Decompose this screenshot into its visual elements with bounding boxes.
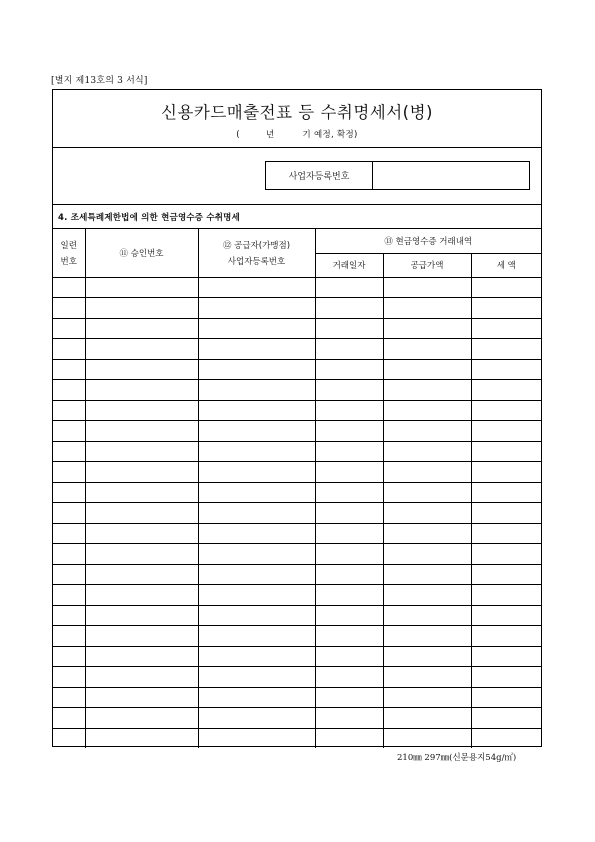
cell-approval[interactable]: [85, 728, 198, 748]
paper-spec-footer: 210㎜ 297㎜(신문용지54g/㎡): [397, 753, 517, 763]
cell-supply-amount[interactable]: [383, 605, 471, 626]
cell-date[interactable]: [315, 400, 383, 421]
cell-tax[interactable]: [471, 462, 541, 483]
cell-supply-amount[interactable]: [383, 421, 471, 442]
registration-value-field[interactable]: [373, 162, 529, 189]
cell-date[interactable]: [315, 503, 383, 524]
cell-serial[interactable]: [53, 318, 85, 339]
registration-box: [265, 161, 530, 190]
table-row: [53, 667, 541, 688]
cell-approval[interactable]: [85, 626, 198, 647]
cell-approval[interactable]: [85, 605, 198, 626]
cell-tax[interactable]: [471, 605, 541, 626]
cell-supplier-reg[interactable]: [198, 318, 315, 339]
cell-date[interactable]: [315, 667, 383, 688]
table-row: [53, 462, 541, 483]
cell-date[interactable]: [315, 421, 383, 442]
cell-supply-amount[interactable]: [383, 462, 471, 483]
table-row: [53, 564, 541, 585]
cell-approval[interactable]: [85, 544, 198, 565]
cell-approval[interactable]: [85, 359, 198, 380]
cell-supplier-reg[interactable]: [198, 503, 315, 524]
cell-tax[interactable]: [471, 441, 541, 462]
col-approval-header: ⑪ 승인번호: [85, 229, 198, 277]
cell-serial[interactable]: [53, 441, 85, 462]
cell-supplier-reg[interactable]: [198, 687, 315, 708]
table-row: [53, 605, 541, 626]
cell-approval[interactable]: [85, 564, 198, 585]
cell-approval[interactable]: [85, 503, 198, 524]
cell-tax[interactable]: [471, 667, 541, 688]
cell-tax[interactable]: [471, 277, 541, 298]
cell-approval[interactable]: [85, 421, 198, 442]
cell-date[interactable]: [315, 359, 383, 380]
cell-tax[interactable]: [471, 728, 541, 748]
cell-supplier-reg[interactable]: [198, 462, 315, 483]
cell-serial[interactable]: [53, 482, 85, 503]
cell-supply-amount[interactable]: [383, 277, 471, 298]
cell-supplier-reg[interactable]: [198, 523, 315, 544]
cell-serial[interactable]: [53, 359, 85, 380]
cell-supplier-reg[interactable]: [198, 421, 315, 442]
registration-label: 사업자등록번호: [266, 162, 373, 189]
cell-supplier-reg[interactable]: [198, 605, 315, 626]
cell-serial[interactable]: [53, 605, 85, 626]
cell-supply-amount[interactable]: [383, 503, 471, 524]
cell-date[interactable]: [315, 626, 383, 647]
cell-supply-amount[interactable]: [383, 318, 471, 339]
cell-serial[interactable]: [53, 728, 85, 748]
cell-supply-amount[interactable]: [383, 708, 471, 729]
cell-tax[interactable]: [471, 585, 541, 606]
col-supplier-header: [198, 229, 315, 277]
table-row: [53, 318, 541, 339]
cell-supplier-reg[interactable]: [198, 339, 315, 360]
table-row: [53, 359, 541, 380]
cell-tax[interactable]: [471, 380, 541, 401]
cell-tax[interactable]: [471, 339, 541, 360]
title-area: [53, 90, 541, 148]
cell-serial[interactable]: [53, 400, 85, 421]
cell-supply-amount[interactable]: [383, 728, 471, 748]
table-row: [53, 544, 541, 565]
cell-supply-amount[interactable]: [383, 339, 471, 360]
cell-supplier-reg[interactable]: [198, 441, 315, 462]
cell-supplier-reg[interactable]: [198, 708, 315, 729]
cell-date[interactable]: [315, 728, 383, 748]
cell-serial[interactable]: [53, 667, 85, 688]
table-row: [53, 339, 541, 360]
cell-supplier-reg[interactable]: [198, 667, 315, 688]
cell-supplier-reg[interactable]: [198, 626, 315, 647]
cell-tax[interactable]: [471, 646, 541, 667]
cell-serial[interactable]: [53, 708, 85, 729]
cell-date[interactable]: [315, 441, 383, 462]
subtitle-period: 기 예정, 확정): [302, 130, 358, 140]
cell-serial[interactable]: [53, 380, 85, 401]
cell-serial[interactable]: [53, 544, 85, 565]
col-serial-line1: 일련: [60, 240, 77, 251]
table-body: [53, 277, 541, 748]
table-row: [53, 687, 541, 708]
cell-tax[interactable]: [471, 421, 541, 442]
cell-tax[interactable]: [471, 400, 541, 421]
cell-tax[interactable]: [471, 708, 541, 729]
cell-serial[interactable]: [53, 277, 85, 298]
cell-supply-amount[interactable]: [383, 380, 471, 401]
table-row: [53, 400, 541, 421]
table-row: [53, 277, 541, 298]
cell-supplier-reg[interactable]: [198, 400, 315, 421]
section-title: 4. 조세특례제한법에 의한 현금영수증 수취명세: [53, 205, 541, 229]
subtitle-year: 년: [265, 130, 275, 140]
cell-date[interactable]: [315, 462, 383, 483]
cell-supply-amount[interactable]: [383, 544, 471, 565]
cell-serial[interactable]: [53, 646, 85, 667]
table-row: [53, 503, 541, 524]
subtitle-open: (: [236, 130, 240, 140]
cell-supply-amount[interactable]: [383, 585, 471, 606]
cell-date[interactable]: [315, 544, 383, 565]
cell-serial[interactable]: [53, 564, 85, 585]
cell-approval[interactable]: [85, 687, 198, 708]
cell-approval[interactable]: [85, 318, 198, 339]
cell-approval[interactable]: [85, 667, 198, 688]
cell-supplier-reg[interactable]: [198, 646, 315, 667]
cell-date[interactable]: [315, 646, 383, 667]
cell-serial[interactable]: [53, 523, 85, 544]
cell-date[interactable]: [315, 605, 383, 626]
cell-approval[interactable]: [85, 400, 198, 421]
cell-supply-amount[interactable]: [383, 400, 471, 421]
receipt-table: [53, 229, 541, 748]
cell-approval[interactable]: [85, 380, 198, 401]
cell-tax[interactable]: [471, 523, 541, 544]
table-row: [53, 482, 541, 503]
cell-supply-amount[interactable]: [383, 441, 471, 462]
table-row: [53, 626, 541, 647]
cell-date[interactable]: [315, 585, 383, 606]
cell-supply-amount[interactable]: [383, 359, 471, 380]
table-row: [53, 441, 541, 462]
cell-approval[interactable]: [85, 277, 198, 298]
table-row: [53, 728, 541, 748]
cell-tax[interactable]: [471, 626, 541, 647]
cell-supply-amount[interactable]: [383, 564, 471, 585]
cell-date[interactable]: [315, 380, 383, 401]
cell-approval[interactable]: [85, 339, 198, 360]
cell-serial[interactable]: [53, 421, 85, 442]
table-row: [53, 646, 541, 667]
cell-supplier-reg[interactable]: [198, 728, 315, 748]
col-serial-line2: 번호: [60, 256, 77, 267]
cell-approval[interactable]: [85, 298, 198, 319]
cell-supplier-reg[interactable]: [198, 277, 315, 298]
cell-supplier-reg[interactable]: [198, 482, 315, 503]
cell-supplier-reg[interactable]: [198, 380, 315, 401]
cell-date[interactable]: [315, 523, 383, 544]
cell-date[interactable]: [315, 298, 383, 319]
cell-date[interactable]: [315, 564, 383, 585]
table-row: [53, 708, 541, 729]
table-row: [53, 421, 541, 442]
cell-tax[interactable]: [471, 359, 541, 380]
cell-tax[interactable]: [471, 503, 541, 524]
cell-approval[interactable]: [85, 462, 198, 483]
cell-supply-amount[interactable]: [383, 667, 471, 688]
col-serial-header: [53, 229, 85, 277]
col-tax-header: 세 액: [471, 253, 541, 277]
cell-supplier-reg[interactable]: [198, 585, 315, 606]
cell-tax[interactable]: [471, 564, 541, 585]
cell-tax[interactable]: [471, 544, 541, 565]
form-label: [별지 제13호의 3 서식]: [51, 76, 148, 86]
cell-serial[interactable]: [53, 298, 85, 319]
table-row: [53, 585, 541, 606]
cell-supply-amount[interactable]: [383, 646, 471, 667]
col-date-header: 거래일자: [315, 253, 383, 277]
cell-supplier-reg[interactable]: [198, 359, 315, 380]
cell-tax[interactable]: [471, 482, 541, 503]
cell-tax[interactable]: [471, 687, 541, 708]
cell-supplier-reg[interactable]: [198, 298, 315, 319]
cell-approval[interactable]: [85, 708, 198, 729]
cell-supply-amount[interactable]: [383, 298, 471, 319]
subtitle: [53, 128, 541, 140]
cell-serial[interactable]: [53, 626, 85, 647]
cell-approval[interactable]: [85, 585, 198, 606]
cell-supply-amount[interactable]: [383, 523, 471, 544]
cell-date[interactable]: [315, 708, 383, 729]
cell-serial[interactable]: [53, 462, 85, 483]
cell-serial[interactable]: [53, 585, 85, 606]
page-title: 신용카드매출전표 등 수취명세서(병): [161, 103, 433, 122]
form-frame: [52, 89, 542, 747]
col-supplier-line1: ⑫ 공급자(가맹점): [222, 240, 291, 251]
cell-date[interactable]: [315, 277, 383, 298]
cell-tax[interactable]: [471, 298, 541, 319]
cell-date[interactable]: [315, 318, 383, 339]
cell-supplier-reg[interactable]: [198, 544, 315, 565]
cell-serial[interactable]: [53, 503, 85, 524]
table-row: [53, 298, 541, 319]
cell-approval[interactable]: [85, 441, 198, 462]
col-supplier-line2: 사업자등록번호: [227, 256, 286, 267]
cell-date[interactable]: [315, 482, 383, 503]
cell-supplier-reg[interactable]: [198, 564, 315, 585]
cell-supply-amount[interactable]: [383, 626, 471, 647]
cell-approval[interactable]: [85, 523, 198, 544]
cell-tax[interactable]: [471, 318, 541, 339]
cell-supply-amount[interactable]: [383, 482, 471, 503]
table-row: [53, 380, 541, 401]
col-cash-group-header: ⑬ 현금영수증 거래내역: [315, 229, 541, 253]
cell-approval[interactable]: [85, 482, 198, 503]
registration-area: [53, 148, 541, 205]
cell-date[interactable]: [315, 339, 383, 360]
cell-serial[interactable]: [53, 687, 85, 708]
col-supply-amount-header: 공급가액: [383, 253, 471, 277]
cell-approval[interactable]: [85, 646, 198, 667]
table-row: [53, 523, 541, 544]
cell-serial[interactable]: [53, 339, 85, 360]
cell-supply-amount[interactable]: [383, 687, 471, 708]
cell-date[interactable]: [315, 687, 383, 708]
